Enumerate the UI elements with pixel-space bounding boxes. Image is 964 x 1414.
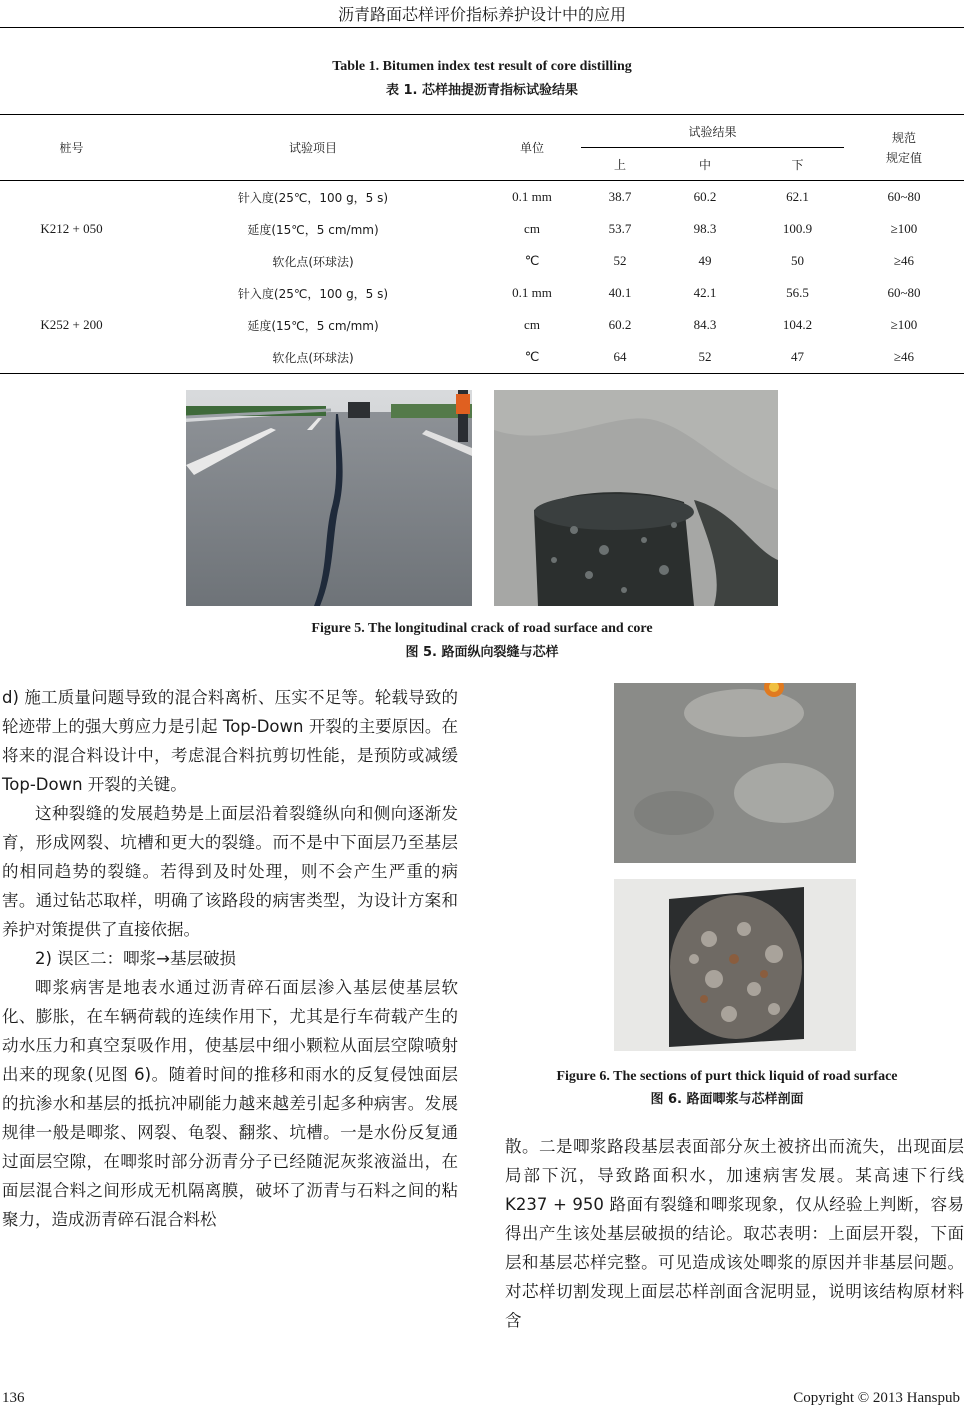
table-row (0, 309, 964, 341)
cell-upper: 40.1 (608, 285, 632, 300)
highway-crack-photo (186, 390, 472, 606)
paragraph-pumping-continued: 散。二是唧浆路段基层表面部分灰土被挤出而流失，出现面层局部下沉，导致路面积水，加速病害发展。某高速下行线 K237 + 950 路面有裂缝和唧浆现象，仅从经验上判断，容易得出产生该处基层破损的结论。取芯表明：上面层开裂，下面层和基层芯样完整。可见造成该处唧浆的原因并非基层问题。对芯样切割发现上面层芯样剖面含泥明显，说明该结构原材料含 (505, 1137, 964, 1330)
cell-lower: 56.5 (786, 285, 809, 300)
header-item: 试验项目 (143, 115, 483, 181)
paragraph-pumping: 唧浆病害是地表水通过沥青碎石面层渗入基层使基层软化、膨胀，在车辆荷载的连续作用下，尤其是行车荷载产生的动水压力和真空泵吸作用，使基层中细小颗粒从面层空隙喷射出来的现象(见图 6)。随着时间的推移和雨水的反复侵蚀面层的抗渗水和基层的抵抗冲刷能力越来越差引起多种病害。发展规律一般是唧浆、网裂、龟裂、翻浆、坑槽。一是水份反复通过面层空隙，在唧浆时部分沥青分子已经随泥灰浆液溢出，在面层混合料之间形成无机隔离膜，破坏了沥青与石料之间的粘聚力，造成沥青碎石混合料松 (2, 978, 458, 1229)
header-spec (844, 115, 964, 181)
cell-middle: 49 (698, 253, 712, 268)
paragraph-crack-trend: 这种裂缝的发展趋势是上面层沿着裂缝纵向和侧向逐渐发育，形成网裂、坑槽和更大的裂缝。而不是中下面层乃至基层的相同趋势的裂缝。若得到及时处理，则不会产生严重的病害。通过钻芯取样，明确了该路段的病害类型，为设计方案和养护对策提供了直接依据。 (2, 804, 458, 939)
cell-unit: ℃ (524, 253, 540, 268)
cell-item: 针入度(25℃，100 g，5 s) (237, 190, 389, 205)
table-caption-cn: 表 1. 芯样抽提沥青指标试验结果 (385, 83, 579, 98)
cell-spec: ≥46 (893, 253, 915, 268)
cell-station: K252 + 200 (0, 277, 143, 374)
cell-lower: 47 (751, 341, 844, 374)
right-column-text (505, 1132, 964, 1335)
cell-upper: 53.7 (608, 221, 632, 236)
asphalt-core-photo (494, 390, 778, 606)
cell-lower: 50 (791, 253, 804, 268)
paragraph-top-down: d) 施工质量问题导致的混合料离析、压实不足等。轮载导致的轮迹带上的强大剪应力是引起 Top-Down 开裂的主要原因。在将来的混合料设计中，考虑混合料抗剪切性能，是预防或减缓 Top-Down 开裂的关键。 (2, 688, 458, 794)
cell-item: 软化点(环球法) (272, 254, 354, 269)
cell-unit: ℃ (483, 341, 581, 374)
cell-spec: ≥100 (890, 317, 918, 332)
figure6-caption-en: Figure 6. The sections of purt thick liquid of road surface (556, 1069, 898, 1084)
header-results: 试验结果 (581, 115, 844, 148)
cell-lower: 104.2 (782, 317, 813, 332)
pumping-surface-photo (614, 683, 856, 863)
cell-upper: 38.7 (608, 189, 632, 204)
cell-spec: ≥46 (844, 341, 964, 374)
table-caption-en: Table 1. Bitumen index test result of core distilling (332, 59, 632, 74)
header-lower: 下 (751, 148, 844, 181)
figure5-caption-cn: 图 5. 路面纵向裂缝与芯样 (405, 645, 559, 660)
cell-unit: cm (524, 317, 540, 332)
cell-spec: 60~80 (887, 285, 921, 300)
page-number: 136 (2, 1390, 25, 1406)
cell-spec: ≥100 (890, 221, 918, 236)
table-row (0, 341, 964, 374)
cell-station: K212 + 050 (40, 221, 103, 236)
cell-item: 延度(15℃，5 cm/mm) (247, 222, 379, 237)
cell-item: 针入度(25℃，100 g，5 s) (237, 286, 389, 301)
cell-middle: 98.3 (693, 221, 717, 236)
header-rule (0, 27, 964, 28)
bitumen-test-table (0, 114, 964, 374)
header-upper: 上 (581, 148, 659, 181)
cell-upper: 64 (581, 341, 659, 374)
running-header: 沥青路面芯样评价指标养护设计中的应用 (337, 5, 626, 24)
table-row (0, 181, 964, 214)
left-column-text (2, 683, 458, 1234)
cell-middle: 42.1 (693, 285, 717, 300)
copyright: Copyright © 2013 Hanspub (793, 1390, 960, 1406)
cell-spec: 60~80 (887, 189, 921, 204)
cell-lower: 100.9 (782, 221, 813, 236)
table-row (0, 213, 964, 245)
cell-upper: 60.2 (608, 317, 632, 332)
figure5-caption-en: Figure 5. The longitudinal crack of road surface and core (311, 621, 653, 636)
core-section-photo (614, 879, 856, 1051)
figure6-caption-cn: 图 6. 路面唧浆与芯样剖面 (650, 1092, 804, 1107)
cell-lower: 62.1 (786, 189, 809, 204)
table-row (0, 277, 964, 309)
cell-upper: 52 (613, 253, 627, 268)
header-station: 桩号 (0, 115, 143, 181)
cell-unit: cm (524, 221, 540, 236)
cell-item: 软化点(环球法) (143, 341, 483, 374)
cell-middle: 52 (659, 341, 751, 374)
cell-item: 延度(15℃，5 cm/mm) (247, 318, 379, 333)
header-spec-line1: 规范 (891, 130, 916, 145)
subsection-heading-misconception-2: 2) 误区二：唧浆→基层破损 (35, 949, 237, 968)
table-row (0, 245, 964, 277)
cell-unit: 0.1 mm (512, 189, 552, 204)
cell-middle: 60.2 (693, 189, 717, 204)
header-middle: 中 (659, 148, 751, 181)
table-header-row-1 (0, 115, 964, 148)
cell-middle: 84.3 (693, 317, 717, 332)
cell-unit: 0.1 mm (512, 285, 552, 300)
header-unit: 单位 (483, 115, 581, 181)
header-spec-line2: 规定值 (885, 150, 922, 165)
